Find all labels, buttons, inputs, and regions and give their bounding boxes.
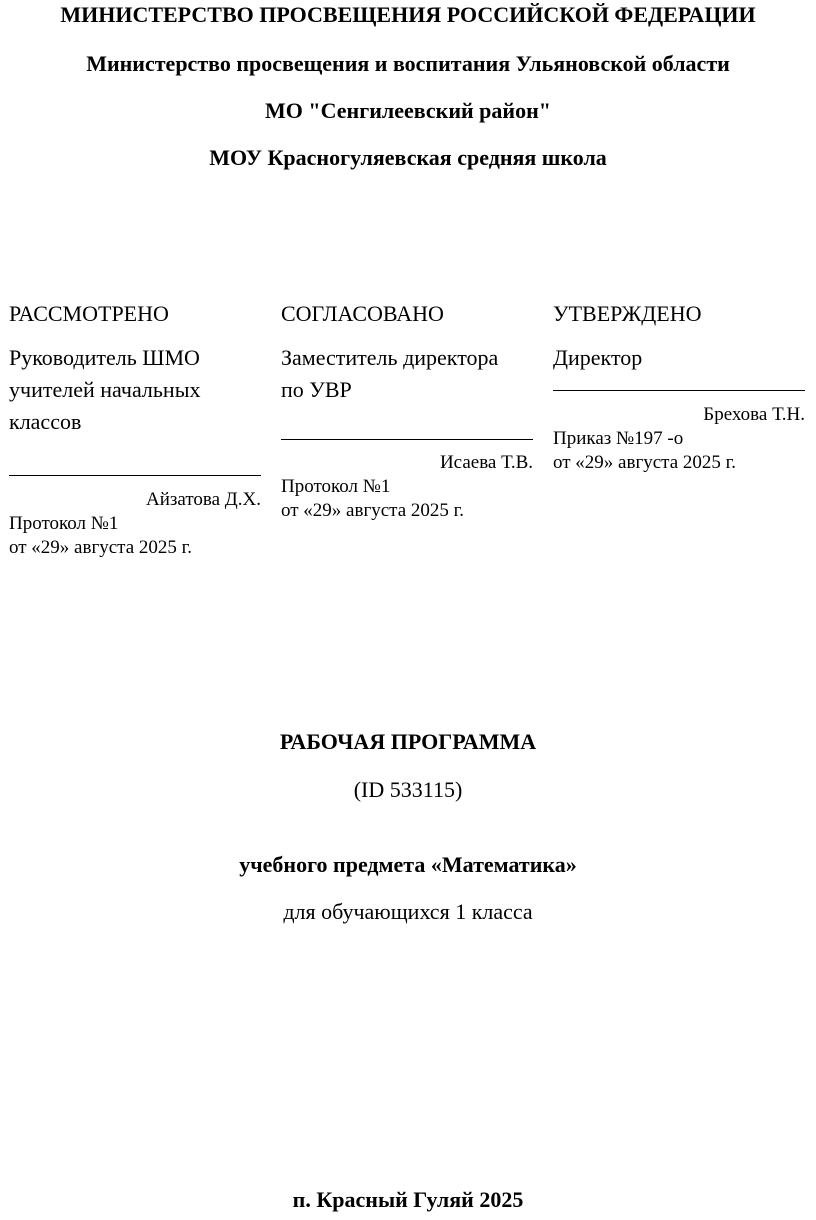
agreed-protocol: Протокол №1 [281,476,391,497]
approved-order: Приказ №197 -о [553,428,684,449]
program-audience: для обучающихся 1 класса [283,899,533,924]
ministry-rf-heading: МИНИСТЕРСТВО ПРОСВЕЩЕНИЯ РОССИЙСКОЙ ФЕДЕРАЦИИ [60,2,756,27]
agreed-title: СОГЛАСОВАНО [281,301,444,326]
reviewed-role-line2: учителей начальных [9,377,201,402]
agreed-signer-name: Исаева Т.В. [439,452,533,473]
approved-signer-name: Брехова Т.Н. [703,404,805,425]
approved-title: УТВЕРЖДЕНО [553,301,702,326]
agreed-role-line1: Заместитель директора [281,345,499,370]
ministry-region-heading: Министерство просвещения и воспитания Ульяновской области [86,51,730,76]
agreed-role-line2: по УВР [281,377,352,402]
program-title: РАБОЧАЯ ПРОГРАММА [279,729,537,754]
reviewed-signer-name: Айзатова Д.Х. [146,489,261,510]
footer-place-year: п. Красный Гуляй 2025 [292,1187,524,1212]
agreed-block [281,298,533,523]
approved-date: от «29» августа 2025 г. [553,452,737,473]
approved-role-line1: Директор [553,345,643,370]
approved-block [553,298,805,475]
program-subject: учебного предмета «Математика» [239,852,577,877]
reviewed-role-line3: классов [9,409,82,434]
school-heading: МОУ Красногуляевская средняя школа [209,145,607,170]
reviewed-block [9,298,261,560]
agreed-date: от «29» августа 2025 г. [281,500,465,521]
reviewed-protocol: Протокол №1 [9,513,119,534]
district-heading: МО "Сенгилеевский район" [265,98,551,123]
reviewed-date: от «29» августа 2025 г. [9,537,193,558]
reviewed-title: РАССМОТРЕНО [9,301,169,326]
program-id: (ID 533115) [353,777,463,802]
reviewed-role-line1: Руководитель ШМО [9,345,200,370]
